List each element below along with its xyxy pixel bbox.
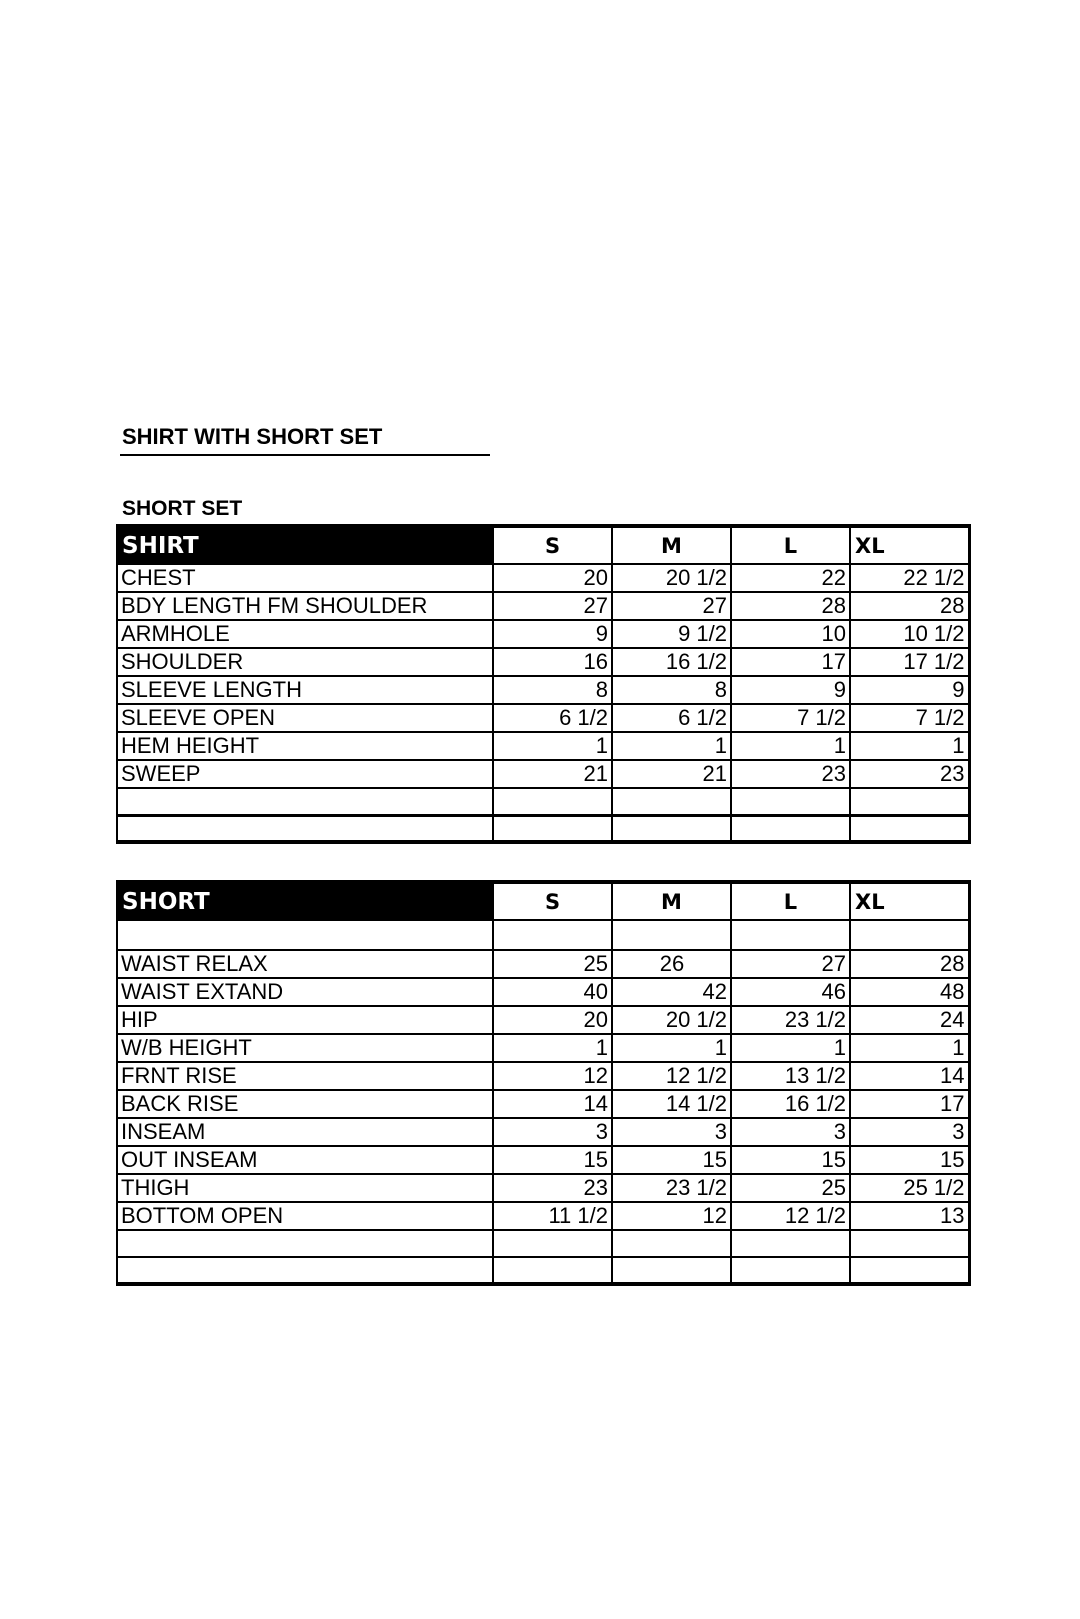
cell-l: 12 1/2	[731, 1202, 850, 1230]
shirt-header: SHIRT	[117, 526, 493, 564]
size-header-m: M	[612, 526, 731, 564]
table-row	[117, 1118, 969, 1146]
empty-row	[117, 788, 969, 815]
cell-l: 3	[731, 1118, 850, 1146]
table-row	[117, 1090, 969, 1118]
size-header-l: L	[731, 882, 850, 920]
empty-cell	[850, 1230, 969, 1257]
empty-cell	[612, 788, 731, 815]
cell-s: 14	[493, 1090, 612, 1118]
empty-cell	[731, 1230, 850, 1257]
cell-m: 26	[612, 950, 731, 978]
cell-l: 17	[731, 648, 850, 676]
cell-s: 21	[493, 760, 612, 788]
cell-m: 14 1/2	[612, 1090, 731, 1118]
cell-xl: 25 1/2	[850, 1174, 969, 1202]
size-header-s: S	[493, 882, 612, 920]
table-row	[117, 732, 969, 760]
cell-l: 1	[731, 1034, 850, 1062]
table-row	[117, 1062, 969, 1090]
empty-cell	[493, 815, 612, 842]
empty-cell	[117, 1257, 493, 1284]
cell-s: 27	[493, 592, 612, 620]
table-row	[117, 620, 969, 648]
empty-cell	[731, 815, 850, 842]
row-label: HEM HEIGHT	[117, 732, 493, 760]
cell-l: 22	[731, 564, 850, 592]
table-row	[117, 1174, 969, 1202]
row-label: W/B HEIGHT	[117, 1034, 493, 1062]
size-header-xl: XL	[850, 526, 969, 564]
row-label: FRNT RISE	[117, 1062, 493, 1090]
cell-s: 40	[493, 978, 612, 1006]
size-header-s: S	[493, 526, 612, 564]
cell-m: 23 1/2	[612, 1174, 731, 1202]
cell-s: 6 1/2	[493, 704, 612, 732]
empty-row	[117, 920, 969, 950]
cell-m: 6 1/2	[612, 704, 731, 732]
empty-row	[117, 1230, 969, 1257]
row-label: BOTTOM OPEN	[117, 1202, 493, 1230]
table-row	[117, 564, 969, 592]
cell-xl: 17 1/2	[850, 648, 969, 676]
size-header-l: L	[731, 526, 850, 564]
cell-s: 3	[493, 1118, 612, 1146]
table-header-row	[117, 882, 969, 920]
empty-cell	[612, 920, 731, 950]
cell-l: 25	[731, 1174, 850, 1202]
table-row	[117, 760, 969, 788]
empty-cell	[612, 815, 731, 842]
cell-s: 12	[493, 1062, 612, 1090]
table-row	[117, 1146, 969, 1174]
empty-cell	[731, 1257, 850, 1284]
row-label: ARMHOLE	[117, 620, 493, 648]
cell-m: 20 1/2	[612, 1006, 731, 1034]
cell-m: 21	[612, 760, 731, 788]
empty-row	[117, 1257, 969, 1284]
shirt-measurement-table	[116, 524, 971, 844]
empty-cell	[850, 920, 969, 950]
row-label: BACK RISE	[117, 1090, 493, 1118]
cell-xl: 13	[850, 1202, 969, 1230]
empty-cell	[117, 788, 493, 815]
section-label: SHORT SET	[122, 497, 243, 520]
cell-xl: 15	[850, 1146, 969, 1174]
row-label: SLEEVE OPEN	[117, 704, 493, 732]
cell-m: 8	[612, 676, 731, 704]
cell-m: 15	[612, 1146, 731, 1174]
table-row	[117, 1034, 969, 1062]
cell-l: 13 1/2	[731, 1062, 850, 1090]
cell-xl: 17	[850, 1090, 969, 1118]
cell-xl: 22 1/2	[850, 564, 969, 592]
cell-m: 42	[612, 978, 731, 1006]
cell-s: 9	[493, 620, 612, 648]
cell-m: 1	[612, 1034, 731, 1062]
cell-s: 11 1/2	[493, 1202, 612, 1230]
table-row	[117, 676, 969, 704]
table-row	[117, 978, 969, 1006]
cell-m: 12 1/2	[612, 1062, 731, 1090]
cell-xl: 24	[850, 1006, 969, 1034]
empty-cell	[612, 1230, 731, 1257]
cell-xl: 48	[850, 978, 969, 1006]
row-label: WAIST EXTAND	[117, 978, 493, 1006]
cell-l: 7 1/2	[731, 704, 850, 732]
table-row	[117, 592, 969, 620]
row-label: WAIST RELAX	[117, 950, 493, 978]
empty-cell	[493, 1257, 612, 1284]
cell-m: 27	[612, 592, 731, 620]
table-row	[117, 1202, 969, 1230]
cell-l: 23 1/2	[731, 1006, 850, 1034]
cell-l: 28	[731, 592, 850, 620]
empty-cell	[731, 788, 850, 815]
cell-l: 16 1/2	[731, 1090, 850, 1118]
document-title: SHIRT WITH SHORT SET	[120, 424, 490, 456]
row-label: SLEEVE LENGTH	[117, 676, 493, 704]
empty-cell	[731, 920, 850, 950]
cell-m: 1	[612, 732, 731, 760]
cell-s: 15	[493, 1146, 612, 1174]
cell-m: 20 1/2	[612, 564, 731, 592]
empty-cell	[117, 1230, 493, 1257]
empty-row	[117, 815, 969, 842]
row-label: THIGH	[117, 1174, 493, 1202]
cell-l: 15	[731, 1146, 850, 1174]
cell-s: 1	[493, 1034, 612, 1062]
cell-l: 46	[731, 978, 850, 1006]
cell-xl: 14	[850, 1062, 969, 1090]
cell-m: 12	[612, 1202, 731, 1230]
empty-cell	[117, 920, 493, 950]
cell-s: 16	[493, 648, 612, 676]
table-row	[117, 648, 969, 676]
empty-cell	[850, 1257, 969, 1284]
cell-xl: 3	[850, 1118, 969, 1146]
size-header-m: M	[612, 882, 731, 920]
row-label: CHEST	[117, 564, 493, 592]
cell-s: 20	[493, 1006, 612, 1034]
cell-xl: 28	[850, 592, 969, 620]
cell-xl: 28	[850, 950, 969, 978]
row-label: BDY LENGTH FM SHOULDER	[117, 592, 493, 620]
cell-l: 9	[731, 676, 850, 704]
row-label: HIP	[117, 1006, 493, 1034]
size-header-xl: XL	[850, 882, 969, 920]
cell-s: 8	[493, 676, 612, 704]
empty-cell	[117, 815, 493, 842]
row-label: SHOULDER	[117, 648, 493, 676]
cell-xl: 7 1/2	[850, 704, 969, 732]
table-row	[117, 950, 969, 978]
empty-cell	[850, 788, 969, 815]
cell-s: 23	[493, 1174, 612, 1202]
cell-s: 20	[493, 564, 612, 592]
row-label: OUT INSEAM	[117, 1146, 493, 1174]
cell-xl: 10 1/2	[850, 620, 969, 648]
cell-m: 9 1/2	[612, 620, 731, 648]
cell-l: 1	[731, 732, 850, 760]
short-header: SHORT	[117, 882, 493, 920]
cell-l: 27	[731, 950, 850, 978]
cell-xl: 9	[850, 676, 969, 704]
cell-s: 25	[493, 950, 612, 978]
cell-m: 3	[612, 1118, 731, 1146]
cell-xl: 23	[850, 760, 969, 788]
cell-xl: 1	[850, 1034, 969, 1062]
empty-cell	[612, 1257, 731, 1284]
cell-l: 23	[731, 760, 850, 788]
cell-l: 10	[731, 620, 850, 648]
table-row	[117, 1006, 969, 1034]
cell-s: 1	[493, 732, 612, 760]
table-header-row	[117, 526, 969, 564]
row-label: SWEEP	[117, 760, 493, 788]
empty-cell	[850, 815, 969, 842]
cell-xl: 1	[850, 732, 969, 760]
cell-m: 16 1/2	[612, 648, 731, 676]
empty-cell	[493, 1230, 612, 1257]
empty-cell	[493, 788, 612, 815]
table-row	[117, 704, 969, 732]
row-label: INSEAM	[117, 1118, 493, 1146]
short-measurement-table	[116, 880, 971, 1286]
empty-cell	[493, 920, 612, 950]
